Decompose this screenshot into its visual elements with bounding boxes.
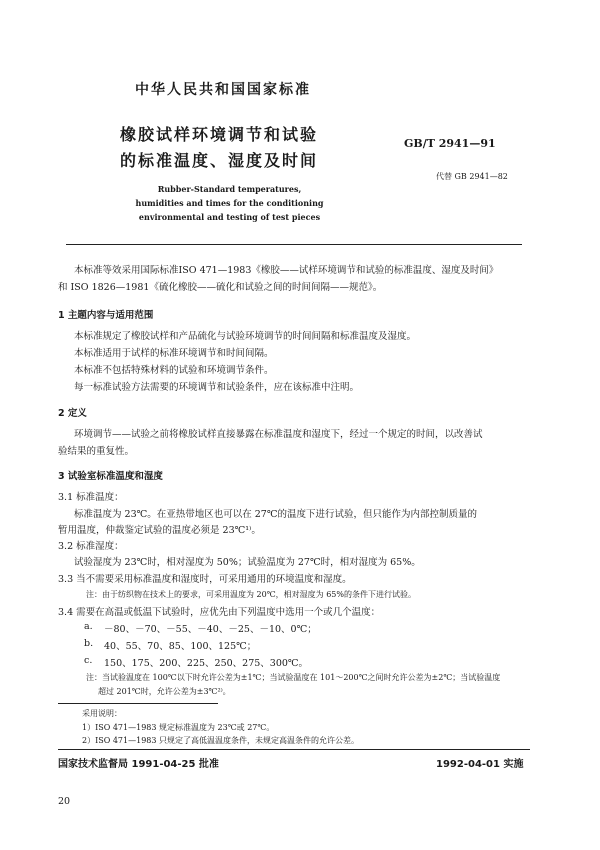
clause-3-2-heading: 3.2 标准湿度： [58, 541, 124, 552]
clause-3-4-note: 超过 201℃时，允许公差为±3℃²⁾。 [98, 687, 231, 696]
national-standard-heading: 中华人民共和国国家标准 [135, 82, 311, 98]
section-1-heading: 1 主题内容与适用范围 [58, 310, 154, 321]
english-title-line: Rubber-Standard temperatures, [157, 184, 302, 194]
english-title-line: environmental and testing of test pieces [138, 212, 321, 222]
clause-3-4-note: 注：当试验温度在 100℃以下时允许公差为±1℃；当试验温度在 101～200℃之间时允许公差为±2℃；当试验温度 [86, 673, 501, 682]
section-1-line: 本标准不包括特殊材料的试验和环境调节条件。 [74, 365, 274, 376]
section-1-line: 本标准适用于试样的标准环境调节和时间间隔。 [74, 348, 274, 359]
list-item-label: a. [84, 621, 93, 632]
clause-3-4-line: 3.4 需要在高温或低温下试验时，应优先由下列温度中选用一个或几个温度： [58, 607, 381, 618]
section-2-line: 验结果的重复性。 [58, 446, 135, 457]
list-item-text: －80、－70、－55、－40、－25、－10、0℃； [104, 624, 317, 635]
list-item-label: b. [84, 638, 94, 649]
replaces-standard: 代替 GB 2941—82 [436, 172, 508, 181]
implementation-date: 1992-04-01 实施 [436, 759, 524, 770]
english-title-line: humidities and times for the conditioning [135, 198, 324, 208]
intro-line: 本标准等效采用国际标准ISO 471—1983《橡胶——试样环境调节和试验的标准温度、湿度及时间》 [74, 265, 499, 276]
header-divider [66, 244, 522, 245]
footer-divider [58, 749, 530, 750]
intro-line: 和 ISO 1826—1981《硫化橡胶——硫化和试验之间的时间间隔——规范》。 [58, 282, 383, 293]
clause-3-3-line: 3.3 当不需要采用标准温度和湿度时，可采用通用的环境温度和湿度。 [58, 574, 352, 585]
section-1-line: 每一标准试验方法需要的环境调节和试验条件，应在该标准中注明。 [74, 382, 360, 393]
page-number: 20 [58, 796, 71, 807]
footnote-item: 1）ISO 471—1983 规定标准温度为 23℃或 27℃。 [82, 723, 275, 732]
section-3-heading: 3 试验室标准温度和湿度 [58, 471, 163, 482]
list-item-label: c. [84, 655, 93, 666]
approval-date: 国家技术监督局 1991-04-25 批准 [58, 759, 219, 770]
clause-3-3-note: 注：由于纺织物在技术上的要求，可采用温度为 20℃，相对湿度为 65%的条件下进行试验。 [86, 590, 416, 599]
clause-3-1-line: 暂用温度，仲裁鉴定试验的温度必须是 23℃¹⁾。 [58, 525, 261, 536]
clause-3-1-heading: 3.1 标准温度： [58, 492, 124, 503]
section-1-line: 本标准规定了橡胶试样和产品硫化与试验环境调节的时间间隔和标准温度及湿度。 [74, 331, 417, 342]
footnote-heading: 采用说明： [82, 709, 122, 718]
document-title-line-2: 的标准温度、湿度及时间 [120, 151, 319, 170]
footnote-divider [58, 703, 218, 704]
footnote-item: 2）ISO 471—1983 只规定了高低温温度条件，未规定高温条件的允许公差。 [82, 736, 360, 745]
clause-3-1-line: 标准温度为 23℃。在亚热带地区也可以在 27℃的温度下进行试验，但只能作为内部控制质量的 [74, 509, 477, 520]
clause-3-2-line: 试验湿度为 23℃时，相对湿度为 50%；试验温度为 27℃时，相对湿度为 65%。 [74, 557, 421, 568]
section-2-heading: 2 定义 [58, 408, 87, 419]
document-title-line-1: 橡胶试样环境调节和试验 [120, 125, 319, 144]
standard-number: GB/T 2941—91 [404, 137, 496, 150]
list-item-text: 40、55、70、85、100、125℃； [104, 641, 257, 652]
list-item-text: 150、175、200、225、250、275、300℃。 [104, 658, 309, 669]
section-2-line: 环境调节——试验之前将橡胶试样直接暴露在标准温度和湿度下，经过一个规定的时间，以改善试 [74, 429, 483, 440]
